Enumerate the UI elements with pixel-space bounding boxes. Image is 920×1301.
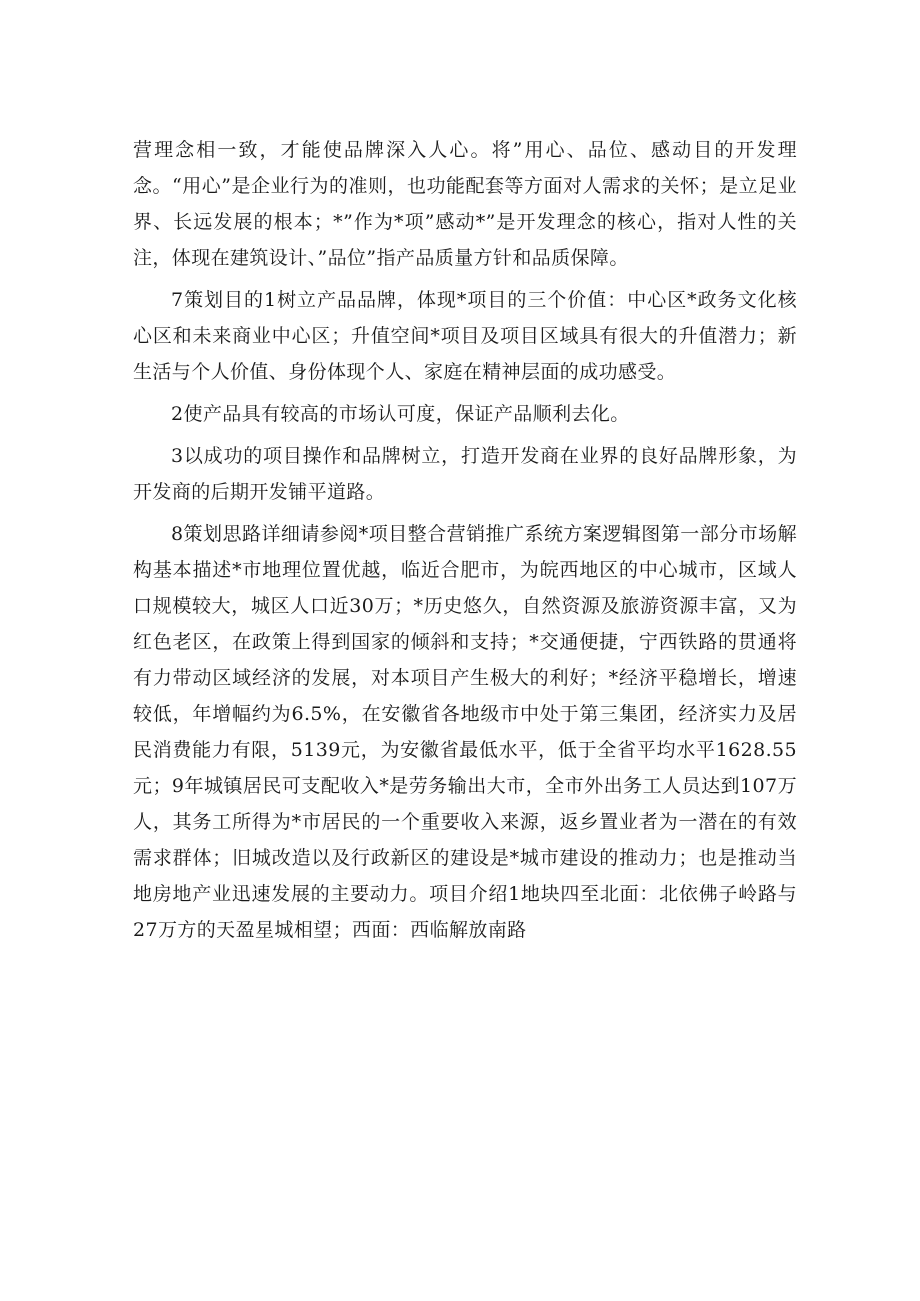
paragraph-planning-approach: 8策划思路详细请参阅*项目整合营销推广系统方案逻辑图第一部分市场解构基本描述*市地理位置优越，临近合肥市，为皖西地区的中心城市，区域人口规模较大，城区人口近30万；*历史悠久，自然资源及旅游资源丰富，又为红色老区，在政策上得到国家的倾斜和支持；*交通便捷，宁西铁路的贯通将有力带动区域经济的发展，对本项目产生极大的利好；*经济平稳增长，增速较低，年增幅约为6.5%，在安徽省各地级市中处于第三集团，经济实力及居民消费能力有限，5139元，为安徽省最低水平，低于全省平均水平1628.55元；9年城镇居民可支配收入*是劳务输出大市，全市外出务工人员达到107万人，其务工所得为*市居民的一个重要收入来源，返乡置业者为一潜在的有效需求群体；旧城改造以及行政新区的建设是*城市建设的推动力；也是推动当地房地产业迅速发展的主要动力。项目介绍1地块四至北面：北依佛子岭路与27万方的天盈星城相望；西面：西临解放南路 [133,523,797,941]
paragraph-brand-concept: 营理念相一致，才能使品牌深入人心。将”用心、品位、感动目的开发理念。“用心”是企业行为的准则，也功能配套等方面对人需求的关怀；是立足业界、长远发展的根本；*”作为*项”感动*”是开发理念的核心，指对人性的关注，体现在建筑设计、”品位”指产品质量方针和品质保障。 [133,139,797,269]
document-body [133,132,797,948]
paragraph-planning-goal-3: 3以成功的项目操作和品牌树立，打造开发商在业界的良好品牌形象，为开发商的后期开发铺平道路。 [133,445,797,503]
paragraph-planning-goal-2: 2使产品具有较高的市场认可度，保证产品顺利去化。 [171,403,630,425]
paragraph-planning-goal-1: 7策划目的1树立产品品牌，体现*项目的三个价值：中心区*政务文化核心区和未来商业中心区；升值空间*项目及项目区域具有很大的升值潜力；新生活与个人价值、身份体现个人、家庭在精神层面的成功感受。 [133,289,797,383]
